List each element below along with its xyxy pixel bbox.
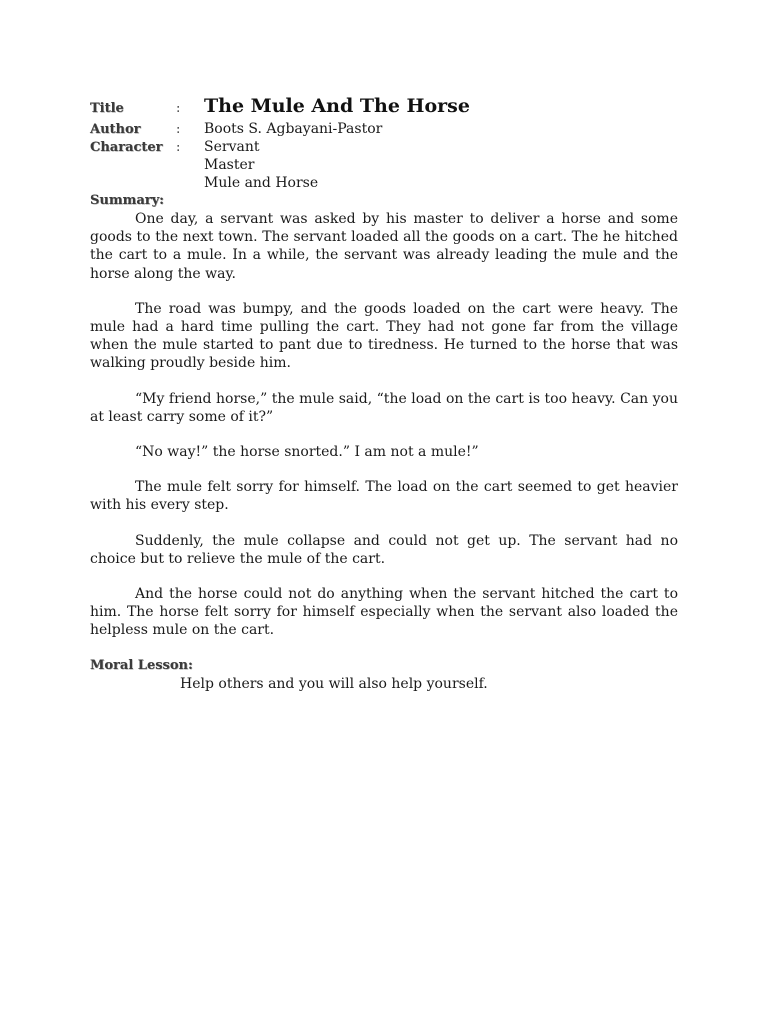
author-colon: : xyxy=(176,122,181,137)
title-colon: : xyxy=(176,101,181,116)
title-label: Title xyxy=(90,101,124,116)
summary-paragraph: “My friend horse,” the mule said, “the load on the cart is too heavy. Can you at least carry some of it?” xyxy=(90,390,678,425)
summary-paragraph: The road was bumpy, and the goods loaded on the cart were heavy. The mule had a hard time pulling the cart. They had not gone far from the village when the mule started to pant due to tiredness. He turned to the horse that was walking proudly beside him. xyxy=(90,300,678,372)
summary-paragraph: And the horse could not do anything when the servant hitched the cart to him. The horse felt sorry for himself especially when the servant also loaded the helpless mule on the cart. xyxy=(90,586,678,639)
title-row xyxy=(90,94,678,118)
character-list xyxy=(204,138,318,192)
character-item: Servant xyxy=(204,139,260,155)
character-label: Character xyxy=(90,140,163,155)
summary-label: Summary: xyxy=(90,193,164,208)
summary-paragraph: The mule felt sorry for himself. The load on the cart seemed to get heavier with his every step. xyxy=(90,479,678,514)
moral-section xyxy=(90,657,678,693)
summary-paragraph: One day, a servant was asked by his master to deliver a horse and some goods to the next town. The servant loaded all the goods on a cart. The he hitched the cart to a mule. In a while, the servant was already leading the mule and the horse along the way. xyxy=(90,211,678,282)
moral-label: Moral Lesson: xyxy=(90,657,193,673)
story-title: The Mule And The Horse xyxy=(204,95,470,117)
character-colon: : xyxy=(176,140,181,155)
summary-paragraph: Suddenly, the mule collapse and could not get up. The servant had no choice but to relieve the mule of the cart. xyxy=(90,532,678,567)
author-name: Boots S. Agbayani-Pastor xyxy=(204,121,383,137)
character-row xyxy=(90,138,678,192)
document-content xyxy=(90,94,678,693)
moral-text: Help others and you will also help yourself. xyxy=(180,675,488,692)
summary-paragraph: “No way!” the horse snorted.” I am not a mule!” xyxy=(135,444,479,461)
character-item: Master xyxy=(204,157,255,173)
author-row xyxy=(90,120,678,138)
character-item: Mule and Horse xyxy=(204,175,319,191)
author-label: Author xyxy=(90,122,141,137)
